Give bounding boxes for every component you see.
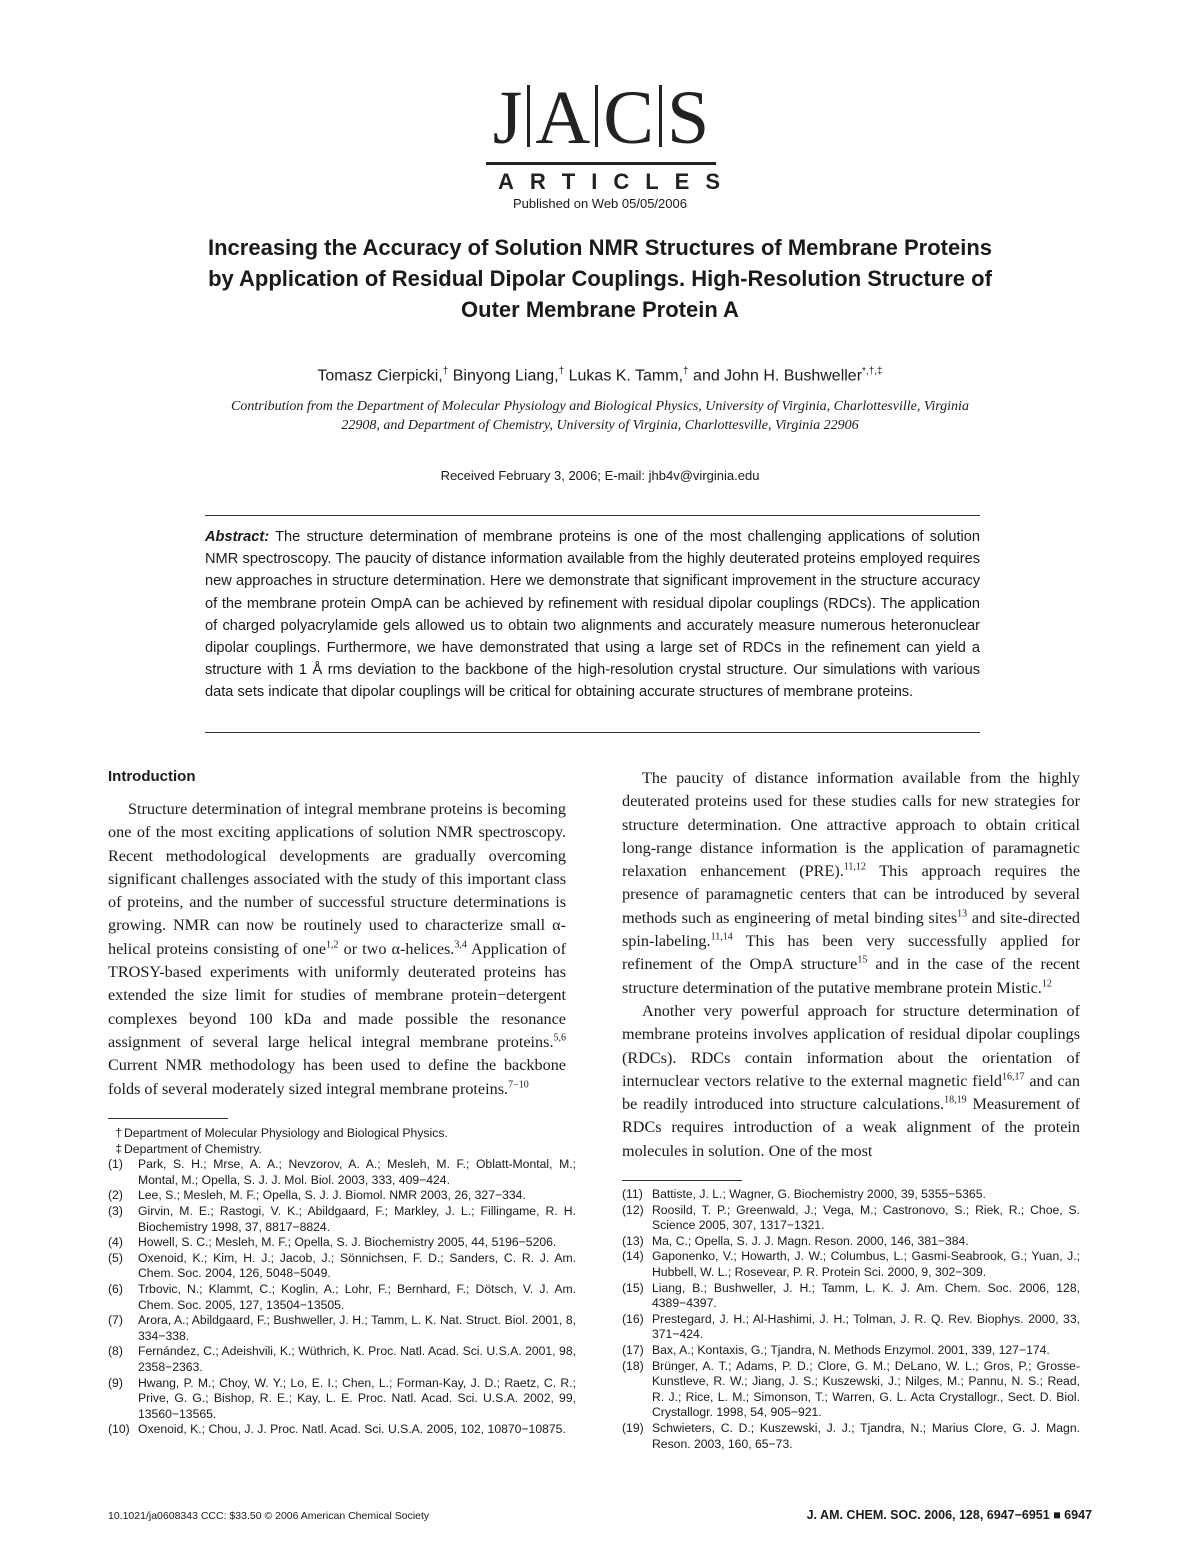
citation-ref: 3,4 [454,939,467,951]
footnote-text: Ma, C.; Opella, S. J. J. Magn. Reson. 2000, 146, 381−384. [652,1233,969,1248]
citation-ref: 15 [857,954,868,966]
author-mark: † [442,366,449,377]
author-name: Tomasz Cierpicki, [317,367,443,385]
text-run: Measurement of RDCs requires introduction of a weak alignment of the protein molecules in solution. One of the most [622,1095,1080,1160]
footnote-number: (5) [108,1250,123,1265]
footnote [622,1203,1080,1234]
author-name: Binyong Liang, [448,367,559,385]
footnote-text: Department of Chemistry. [124,1141,262,1156]
text-run: This has been very successfully applied for refinement of the OmpA structure [622,932,1080,974]
footnote-number: (3) [108,1203,123,1218]
footnote-text: Gaponenko, V.; Howarth, J. W.; Columbus, L.; Gasmi-Seabrook, G.; Yuan, J.; Hubbell, W. L.; Rosevear, P. R. Protein Sci. 2000, 9, 302−309. [652,1249,1080,1279]
abstract-top-rule [205,515,980,516]
footnote-text: Hwang, P. M.; Choy, W. Y.; Lo, E. I.; Chen, L.; Forman-Kay, J. D.; Raetz, C. R.; Prive, G. G.; Bishop, R. E.; Kay, L. E. Proc. Natl. Acad. Sci. U.S.A. 2002, 99, 13560−13565. [138,1375,576,1421]
abstract-text: The structure determination of membrane proteins is one of the most challenging applications of solution NMR spectroscopy. The paucity of distance information available from the highly deuterated proteins employed requires new approaches in structure determination. Here we demonstrate that significant improvement in the structure accuracy of the membrane protein OmpA can be achieved by refinement with residual dipolar couplings (RDCs). The application of charged polyacrylamide gels allowed us to obtain two alignments and accurately measure numerous heteronuclear dipolar couplings. Furthermore, we have demonstrated that using a large set of RDCs in the refinement can yield a structure with 1 Å rms deviation to the backbone of the high-resolution crystal structure. Our simulations with various data sets indicate that dipolar couplings will be critical for obtaining accurate structures of membrane proteins. [205,529,980,701]
footnote [622,1281,1080,1312]
footnote-number: (7) [108,1313,123,1328]
footnote-text: Park, S. H.; Mrse, A. A.; Nevzorov, A. A.; Mesleh, M. F.; Oblatt-Montal, M.; Montal, M.; Opella, S. J. J. Mol. Biol. 2003, 333, 409−424. [138,1157,576,1187]
footnote-number: (1) [108,1157,123,1172]
footnote-text: Bax, A.; Kontaxis, G.; Tjandra, N. Methods Enzymol. 2001, 339, 127−174. [652,1342,1050,1357]
citation-ref: 11,14 [710,931,733,943]
footnote-number: (12) [622,1202,644,1217]
author-mark: † [683,366,689,377]
citation-ref: 7−10 [508,1079,529,1091]
footnote-number: (8) [108,1344,123,1359]
footnotes-right [622,1187,1080,1452]
author-list [0,366,1200,385]
footer-doi: 10.1021/ja0608343 CCC: $33.50 © 2006 American Chemical Society [108,1510,430,1522]
footnote-number: (13) [622,1233,644,1248]
footnote-number: (10) [108,1422,130,1437]
jacs-logo-mark [486,76,716,160]
footnote-text: Brünger, A. T.; Adams, P. D.; Clore, G. M.; DeLano, W. L.; Gros, P.; Grosse-Kunstleve, R. W.; Jiang, J. S.; Kuszewski, J.; Nilges, M.; Pannu, N. S.; Read, R. J.; Rice, L. M.; Simonson, T.; Warren, G. L. Acta Crystallogr., Sect. D. Biol. Crystallogr. 1998, 54, 905−921. [652,1358,1080,1420]
footnote [622,1421,1080,1452]
footnote [622,1343,1080,1359]
footnote-number: † [115,1126,122,1140]
citation-ref: 11,12 [843,861,866,873]
footnote-text: Liang, B.; Bushweller, J. H.; Tamm, L. K. J. Am. Chem. Soc. 2006, 128, 4389−4397. [652,1280,1080,1311]
section-heading: Introduction [108,768,196,785]
article-title: Increasing the Accuracy of Solution NMR Structures of Membrane Proteins by Application of Residual Dipolar Couplings. High-Resolution Structure of Outer Membrane Protein A [208,235,992,322]
text-run: Structure determination of integral membrane proteins is becoming one of the most exciting applications of solution NMR spectroscopy. Recent methodological developments are gradually overcoming significant challenges associated with the study of this important class of proteins, and the number of successful structure determinations is growing. NMR can now be routinely used to characterize small α-helical proteins consisting of one [108,800,566,958]
footnote [108,1204,576,1235]
footnote-text: Battiste, J. L.; Wagner, G. Biochemistry 2000, 39, 5355−5365. [652,1187,986,1201]
footnote-number: (19) [622,1420,644,1435]
author-mark: † [558,366,565,377]
logo-letter: C [603,76,654,160]
footnote-number: (15) [622,1280,644,1295]
footnote-text: Trbovic, N.; Klammt, C.; Koglin, A.; Lohr, F.; Bernhard, F.; Dötsch, V. J. Am. Chem. Soc. 2005, 127, 13504−13505. [138,1281,576,1312]
footnote-number: (9) [108,1375,123,1390]
text-run: The paucity of distance information available from the highly deuterated proteins used for these studies calls for new strategies for structure determination. One attractive approach to obtain critical long-range distance information is the application of paramagnetic relaxation enhancement (PRE). [622,769,1080,881]
footnote [622,1359,1080,1421]
paragraph [622,767,1080,1000]
text-run: and in the case of the recent structure determination of the putative membrane protein Mistic. [622,955,1080,997]
published-date: Published on Web 05/05/2006 [513,196,687,211]
footnote-text: Fernández, C.; Adeishvili, K.; Wüthrich, K. Proc. Natl. Acad. Sci. U.S.A. 2001, 98, 2358−2363. [138,1344,576,1374]
footnote-text: Howell, S. C.; Mesleh, M. F.; Opella, S. J. Biochemistry 2005, 44, 5196−5206. [138,1235,557,1250]
affiliation: Contribution from the Department of Molecular Physiology and Biological Physics, University of Virginia, Charlottesville, Virginia 22908, and Department of Chemistry, University of Virginia, Charlottesville, Virginia 22906 [231,399,969,433]
citation-ref: 12 [1041,978,1052,990]
footnote-text: Oxenoid, K.; Kim, H. J.; Jacob, J.; Sönnichsen, F. D.; Sanders, C. R. J. Am. Chem. Soc. 2004, 126, 5048−5049. [138,1250,576,1281]
citation-ref: 5,6 [553,1032,566,1044]
abstract-label: Abstract: [205,529,270,545]
received-email: Received February 3, 2006; E-mail: jhb4v@virginia.edu [440,468,760,483]
footnote-text: Lee, S.; Mesleh, M. F.; Opella, S. J. J. Biomol. NMR 2003, 26, 327−334. [138,1188,526,1203]
paragraph [622,1000,1080,1163]
footnote-number: ‡ [115,1141,122,1156]
footnote [108,1188,576,1204]
text-run: or two α-helices. [338,939,455,958]
footnote-text: Girvin, M. E.; Rastogi, V. K.; Abildgaard, F.; Markley, J. L.; Fillingame, R. H. Biochemistry 1998, 37, 8817−8824. [138,1203,576,1234]
text-run: and can be readily introduced into structure calculations. [622,1071,1080,1114]
footnotes-left [108,1126,576,1438]
footnote [108,1376,576,1423]
footnote [108,1251,576,1282]
intro-column-right [622,767,1080,1163]
logo-letter: S [666,76,710,160]
footnote-number: (11) [622,1187,643,1201]
footnote-text: Arora, A.; Abildgaard, F.; Bushweller, J. H.; Tamm, L. K. Nat. Struct. Biol. 2001, 8, 334−338. [138,1313,576,1343]
citation-ref: 13 [957,908,968,920]
footnote-rule [108,1118,228,1119]
journal-logo [486,76,736,195]
citation-ref: 18,19 [944,1094,967,1106]
footnote [622,1249,1080,1280]
text-run: This approach requires the presence of paramagnetic centers that can be introduced by several methods such as engineering of metal binding sites [622,862,1080,927]
footnote [108,1235,576,1251]
footnote [108,1157,576,1188]
footnote-number: (2) [108,1188,123,1203]
footnote-text: Oxenoid, K.; Chou, J. J. Proc. Natl. Acad. Sci. U.S.A. 2005, 102, 10870−10875. [138,1422,566,1437]
footnote [622,1234,1080,1250]
footnote-number: (4) [108,1235,123,1250]
intro-column-left [108,798,566,1101]
footnote [108,1344,576,1375]
abstract [205,526,980,704]
footnote [108,1313,576,1344]
logo-subtitle: ARTICLES [498,169,736,194]
author-name: and John H. Bushweller [688,367,863,385]
footnote-number: (17) [622,1342,644,1357]
footnote-text: Roosild, T. P.; Greenwald, J.; Vega, M.; Castronovo, S.; Riek, R.; Choe, S. Science 2005, 307, 1317−1321. [652,1202,1080,1233]
logo-divider [486,162,716,165]
footnote-number: (16) [622,1311,644,1326]
footnote-rule [622,1180,742,1181]
citation-ref: 1,2 [326,939,339,951]
logo-letter: A [535,76,591,160]
text-run: Application of TROSY-based experiments with uniformly deuterated proteins has extended the size limit for studies of membrane protein−detergent complexes beyond 100 kDa and made possible the resonance assignment of several large helical integral membrane proteins. [108,939,566,1051]
footnote [622,1187,1080,1203]
text-run: Current NMR methodology has been used to define the backbone folds of several moderately sized integral membrane proteins. [108,1056,566,1098]
footnote [108,1422,576,1438]
footnote [622,1312,1080,1343]
footnote-number: (6) [108,1281,123,1296]
footnote-text: Department of Molecular Physiology and Biological Physics. [124,1126,448,1140]
footnote [108,1282,576,1313]
abstract-bottom-rule [205,732,980,733]
text-run: and site-directed spin-labeling. [622,908,1080,951]
footnote [108,1126,576,1142]
footer-citation: J. AM. CHEM. SOC. 2006, 128, 6947−6951 ■ 6947 [806,1508,1092,1522]
author-mark: *,†,‡ [862,366,883,377]
footnote-text: Prestegard, J. H.; Al-Hashimi, J. H.; Tolman, J. R. Q. Rev. Biophys. 2000, 33, 371−424. [652,1311,1080,1342]
citation-ref: 16,17 [1001,1071,1025,1083]
text-run: Another very powerful approach for structure determination of membrane proteins involves application of residual dipolar couplings (RDCs). RDCs contain information about the orientation of internuclear vectors relative to the external magnetic field [622,1001,1080,1090]
author-name: Lukas K. Tamm, [564,367,684,385]
footnote-number: (14) [622,1249,644,1264]
paragraph [108,798,566,1101]
footnote-text: Schwieters, C. D.; Kuszewski, J. J.; Tjandra, N.; Marius Clore, G. J. Magn. Reson. 2003, 160, 65−73. [652,1420,1080,1451]
footnote-number: (18) [622,1358,644,1373]
footnote [108,1142,576,1158]
logo-letter: J [492,76,523,160]
